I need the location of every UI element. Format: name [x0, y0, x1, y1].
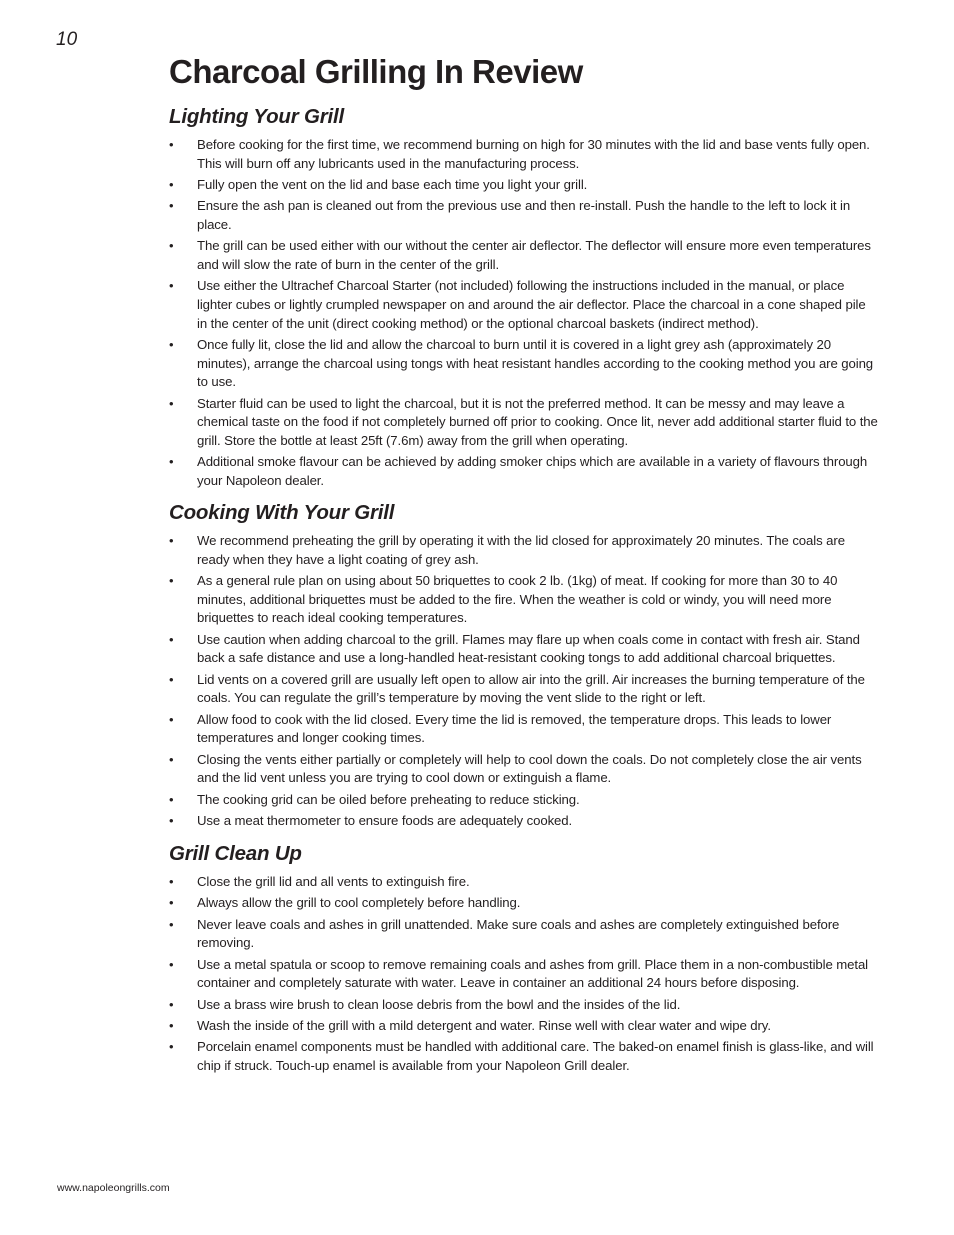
list-item-text: Allow food to cook with the lid closed. Every time the lid is removed, the temperature drops. This leads to lower temperatures and longer cooking times. — [197, 711, 832, 746]
list-item — [169, 812, 879, 831]
list-item-text: Fully open the vent on the lid and base each time you light your grill. — [197, 176, 588, 192]
bullet-icon: • — [169, 454, 174, 470]
bullet-icon: • — [169, 336, 174, 352]
list-item — [169, 453, 879, 490]
bullet-icon: • — [169, 176, 174, 192]
list-item-text: Before cooking for the first time, we recommend burning on high for 30 minutes with the lid and base vents fully open. This will burn off any lubricants used in the manufacturing process. — [197, 137, 870, 171]
list-item-text: Close the grill lid and all vents to extinguish fire. — [197, 873, 470, 889]
section-clean-up — [169, 841, 879, 1076]
list-item-text: The cooking grid can be oiled before preheating to reduce sticking. — [197, 791, 580, 807]
list-item — [169, 751, 879, 788]
bullet-icon: • — [169, 873, 174, 889]
list-item-text: Starter fluid can be used to light the charcoal, but it is not the preferred method. It can be messy and may leave a chemical taste on the food if not completely burned off prior to cooking. Once lit, never add additional starter fluid to the grill. Store the bottle at least 25ft (7.6m) away from the grill when operating. — [197, 395, 878, 448]
list-item-text: Never leave coals and ashes in grill unattended. Make sure coals and ashes are completely extinguished before removing. — [197, 916, 840, 951]
bullet-list — [169, 532, 879, 830]
bullet-list — [169, 873, 879, 1076]
bullet-icon: • — [169, 1017, 174, 1033]
footer-website-link[interactable]: www.napoleongrills.com — [57, 1182, 170, 1194]
list-item — [169, 791, 879, 810]
section-heading: Cooking With Your Grill — [169, 501, 395, 525]
list-item-text: We recommend preheating the grill by operating it with the lid closed for approximately 20 minutes. The coals are ready when they have a light coating of grey ash. — [197, 533, 845, 567]
bullet-icon: • — [169, 895, 174, 911]
list-item — [169, 956, 879, 993]
bullet-icon: • — [169, 137, 174, 152]
list-item-text: Use a brass wire brush to clean loose debris from the bowl and the insides of the lid. — [197, 996, 681, 1012]
list-item — [169, 197, 879, 234]
bullet-icon: • — [169, 1039, 174, 1055]
list-item-text: Wash the inside of the grill with a mild detergent and water. Rinse well with clear water and wipe dry. — [197, 1017, 771, 1033]
main-content — [169, 52, 879, 1085]
list-item-text: Porcelain enamel components must be handled with additional care. The baked-on enamel finish is glass-like, and will chip if struck. Touch-up enamel is available from your Napoleon Grill dealer. — [197, 1039, 874, 1073]
list-item — [169, 395, 879, 451]
list-item-text: As a general rule plan on using about 50 briquettes to cook 2 lb. (1kg) of meat. If cooking for more than 30 to 40 minutes, additional briquettes must be added to the fire. When the weather is cold or windy, you will need more briquettes to reach ideal cooking temperatures. — [197, 573, 838, 626]
list-item — [169, 873, 879, 892]
list-item-text: Additional smoke flavour can be achieved by adding smoker chips which are available in a variety of flavours through your Napoleon dealer. — [197, 454, 868, 488]
list-item-text: Lid vents on a covered grill are usually left open to allow air into the grill. Air increases the burning temperature of the coals. You can regulate the grill’s temperature by moving the vent slide to the right or left. — [197, 671, 865, 706]
bullet-icon: • — [169, 395, 174, 411]
bullet-icon: • — [169, 956, 174, 972]
bullet-icon: • — [169, 533, 174, 549]
section-heading: Grill Clean Up — [169, 841, 302, 865]
list-item — [169, 631, 879, 668]
list-item — [169, 996, 879, 1015]
list-item — [169, 671, 879, 708]
bullet-icon: • — [169, 751, 174, 767]
bullet-icon: • — [169, 238, 174, 254]
bullet-icon: • — [169, 813, 174, 829]
bullet-icon: • — [169, 711, 174, 727]
page-title: Charcoal Grilling In Review — [169, 53, 583, 90]
list-item — [169, 1017, 879, 1036]
list-item — [169, 277, 879, 333]
list-item-text: Use either the Ultrachef Charcoal Starter (not included) following the instructions included in the manual, or place lighter cubes or lightly crumpled newspaper on and around the air deflector. Place the charcoal in a cone shaped pile in the center of the unit (direct cooking method) or the optional charcoal baskets (indirect method). — [197, 278, 866, 331]
section-lighting — [169, 104, 879, 490]
bullet-list — [169, 136, 879, 490]
bullet-icon: • — [169, 631, 174, 647]
bullet-icon: • — [169, 278, 174, 294]
list-item — [169, 532, 879, 569]
list-item — [169, 894, 879, 913]
list-item — [169, 711, 879, 748]
list-item — [169, 136, 879, 173]
bullet-icon: • — [169, 671, 174, 687]
list-item-text: Ensure the ash pan is cleaned out from the previous use and then re-install. Push the handle to the left to lock it in place. — [197, 198, 851, 232]
section-cooking — [169, 500, 879, 830]
list-item — [169, 572, 879, 628]
section-heading: Lighting Your Grill — [169, 105, 344, 128]
list-item — [169, 176, 879, 195]
list-item-text: Use a meat thermometer to ensure foods are adequately cooked. — [197, 813, 573, 829]
page-number: 10 — [56, 29, 78, 50]
list-item — [169, 237, 879, 274]
list-item — [169, 1038, 879, 1075]
bullet-icon: • — [169, 573, 174, 589]
bullet-icon: • — [169, 916, 174, 932]
list-item-text: The grill can be used either with our without the center air deflector. The deflector will ensure more even temperatures and will slow the rate of burn in the center of the grill. — [197, 238, 871, 272]
list-item-text: Always allow the grill to cool completely before handling. — [197, 895, 521, 911]
list-item-text: Use caution when adding charcoal to the grill. Flames may flare up when coals come in contact with fresh air. Stand back a safe distance and use a long-handled heat-resistant cooking tongs to add additional charcoal briquettes. — [197, 631, 860, 666]
bullet-icon: • — [169, 198, 174, 214]
list-item-text: Closing the vents either partially or completely will help to cool down the coals. Do not completely close the air vents and the lid vent unless you are trying to cool down or extinguish a flame. — [197, 751, 862, 786]
list-item-text: Use a metal spatula or scoop to remove remaining coals and ashes from grill. Place them in a non-combustible metal container and completely saturate with water. Leave in container an additional 24 hours before disposing. — [197, 956, 869, 991]
list-item — [169, 336, 879, 392]
list-item — [169, 916, 879, 953]
bullet-icon: • — [169, 791, 174, 807]
list-item-text: Once fully lit, close the lid and allow the charcoal to burn until it is covered in a light grey ash (approximately 20 minutes), arrange the charcoal using tongs with heat resistant handles according to the cooking method you are going to use. — [197, 336, 874, 390]
bullet-icon: • — [169, 996, 174, 1012]
